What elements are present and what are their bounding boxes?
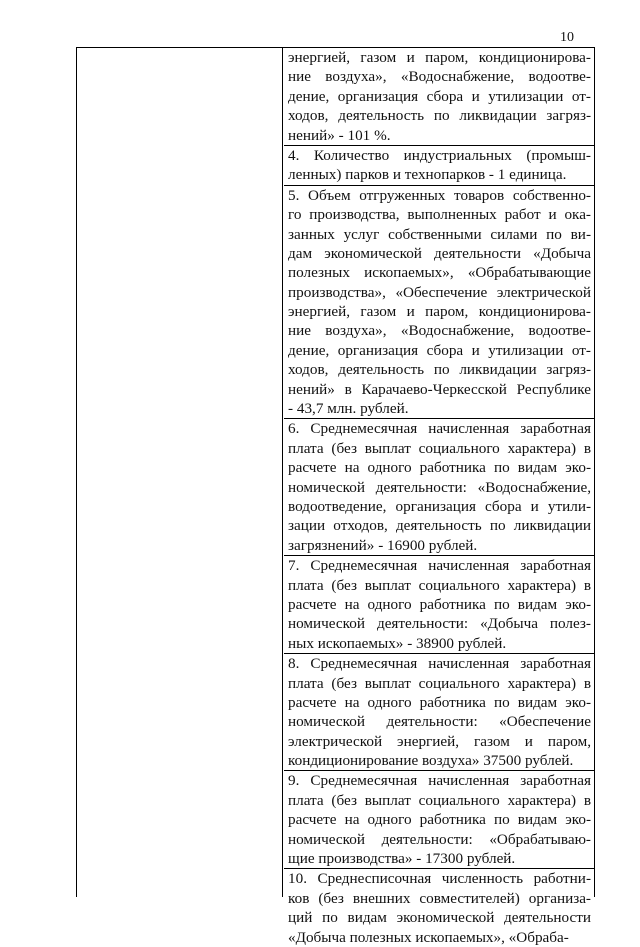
text-line: занных услуг собственными силами по ви- [288,225,591,243]
table-left-column [77,48,283,897]
text-line: водоотведение, организация сбора и утили- [288,497,591,515]
table-row [284,556,594,654]
text-line: го производства, выполненных работ и ока- [288,206,591,224]
text-line: номической деятельности: «Добыча полез- [288,615,591,633]
text-line: полезных ископаемых», «Обрабатывающие [288,264,591,282]
text-line: ций по видам экономической деятельности [288,909,591,927]
table-row [284,419,594,556]
text-line: номической деятельности: «Водоснабжение, [288,478,591,496]
text-line: ленных) парков и технопарков - 1 единица. [288,166,567,184]
text-line: плата (без выплат социального характера) в [288,576,591,594]
indicators-table [76,47,595,946]
text-line: электрической энергией, газом и паром, [288,732,591,750]
text-line: энергией, газом и паром, кондиционирова- [288,303,591,321]
table-row [284,146,594,186]
text-line: нений» в Карачаево-Черкесской Республике [288,380,591,398]
text-line: номической деятельности: «Обрабатываю- [288,830,591,848]
table-row [284,771,594,869]
text-line: дам экономической деятельности «Добыча [288,244,591,262]
text-line: ние воздуха», «Водоснабжение, водоотве- [288,68,591,86]
text-line: 9. Среднемесячная начисленная заработная [288,772,591,790]
text-line: зации отходов, деятельность по ликвидации [288,517,591,535]
text-line: «Добыча полезных ископаемых», «Обраба- [288,928,569,946]
text-line: плата (без выплат социального характера) в [288,674,591,692]
text-line: дение, организация сбора и утилизации от- [288,87,591,105]
text-line: ние воздуха», «Водоснабжение, водоотве- [288,322,591,340]
text-line: расчете на одного работника по видам эко- [288,459,591,477]
text-line: энергией, газом и паром, кондиционирова- [288,49,591,66]
text-line: ков (без внешних совместителей) организа- [288,889,591,907]
table-row [284,654,594,771]
table-row [284,186,594,420]
text-line: расчете на одного работника по видам эко- [288,595,591,613]
text-line: щие производства» - 17300 рублей. [288,850,516,868]
table-row [284,869,594,947]
text-line: 6. Среднемесячная начисленная заработная [288,420,591,438]
text-line: 10. Среднесписочная численность работни- [288,870,591,888]
text-line: плата (без выплат социального характера) в [288,791,591,809]
text-line: кондиционирование воздуха» 37500 рублей. [288,752,574,770]
text-line: нений» - 101 %. [288,126,391,144]
text-line: 8. Среднемесячная начисленная заработная [288,655,591,673]
text-line: 4. Количество индустриальных (промыш- [288,146,591,164]
text-line: 5. Объем отгруженных товаров собственно- [288,186,591,204]
table-right-column [284,48,594,946]
text-line: загрязнений» - 16900 рублей. [288,536,478,554]
text-line: расчете на одного работника по видам эко- [288,693,591,711]
text-line: 7. Среднемесячная начисленная заработная [288,557,591,575]
text-line: ходов, деятельность по ликвидации загряз- [288,107,591,125]
text-line: плата (без выплат социального характера) в [288,439,591,457]
text-line: номической деятельности: «Обеспечение [288,713,591,731]
table-row [284,48,594,146]
text-line: расчете на одного работника по видам эко- [288,811,591,829]
text-line: ных ископаемых» - 38900 рублей. [288,634,507,652]
page-number: 10 [560,30,574,45]
text-line: - 43,7 млн. рублей. [288,400,409,418]
text-line: дение, организация сбора и утилизации от- [288,341,591,359]
text-line: производства», «Обеспечение электрической [288,283,591,301]
text-line: ходов, деятельность по ликвидации загряз- [288,361,591,379]
